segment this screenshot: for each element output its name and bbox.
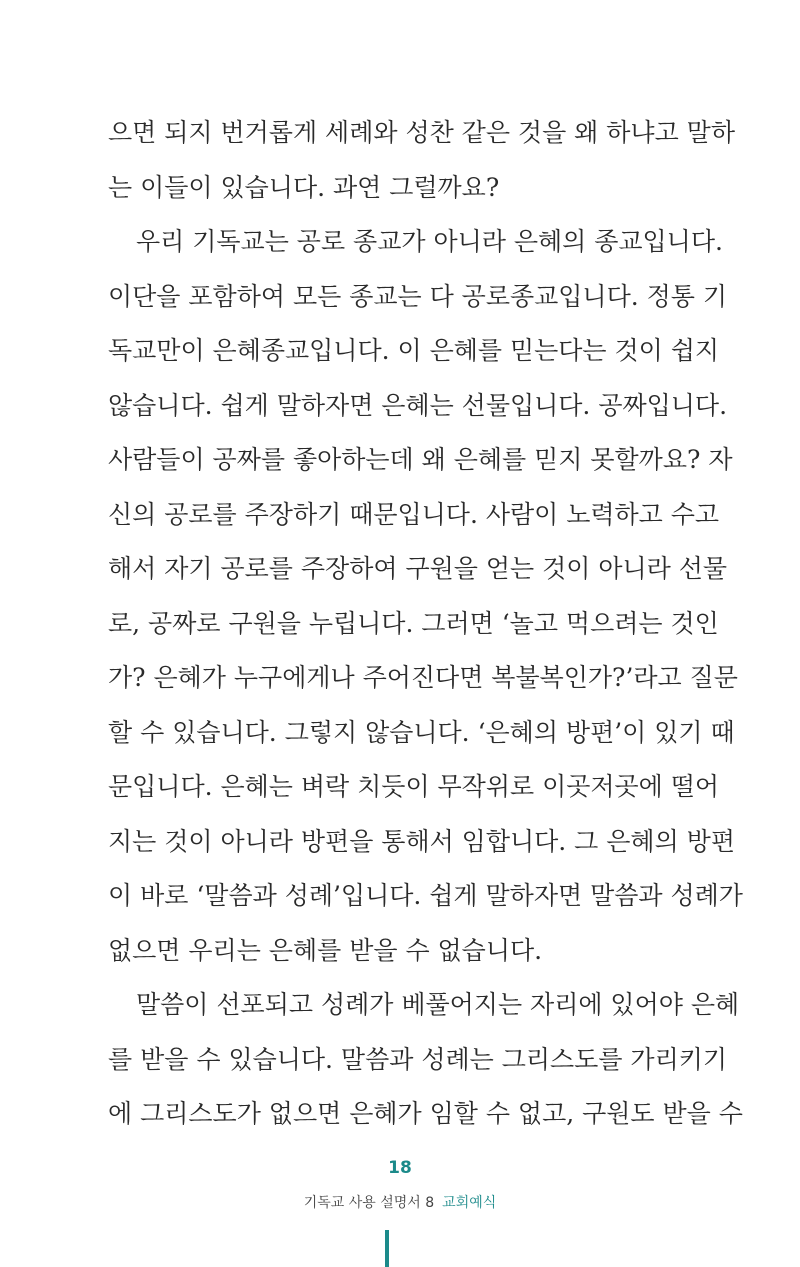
section-title: 교회예식 xyxy=(442,1195,497,1211)
body-line-3: 우리 기독교는 공로 종교가 아니라 은혜의 종교입니다. xyxy=(136,227,723,256)
running-footer xyxy=(0,1192,800,1212)
body-line-14: 지는 것이 아니라 방편을 통해서 임합니다. 그 은혜의 방편 xyxy=(108,826,735,856)
body-line-16: 없으면 우리는 은혜를 받을 수 없습니다. xyxy=(108,935,543,965)
footer-marker-bar xyxy=(385,1230,389,1267)
body-line-18: 를 받을 수 있습니다. 말씀과 성례는 그리스도를 가리키기 xyxy=(108,1044,728,1074)
body-line-17: 말씀이 선포되고 성례가 베풀어지는 자리에 있어야 은혜 xyxy=(136,990,740,1019)
body-line-8: 신의 공로를 주장하기 때문입니다. 사람이 노력하고 수고 xyxy=(108,499,720,529)
body-line-6: 않습니다. 쉽게 말하자면 은혜는 선물입니다. 공짜입니다. xyxy=(108,390,728,420)
body-line-1: 으면 되지 번거롭게 세례와 성찬 같은 것을 왜 하냐고 말하 xyxy=(108,118,735,147)
page-number: 18 xyxy=(388,1158,412,1178)
body-line-2: 는 이들이 있습니다. 과연 그럴까요? xyxy=(108,172,500,202)
body-line-13: 문입니다. 은혜는 벼락 치듯이 무작위로 이곳저곳에 떨어 xyxy=(108,772,720,801)
book-title: 기독교 사용 설명서 8 xyxy=(303,1195,435,1211)
body-line-7: 사람들이 공짜를 좋아하는데 왜 은혜를 믿지 못할까요? 자 xyxy=(108,445,733,474)
body-line-15: 이 바로 ‘말씀과 성례’입니다. 쉽게 말하자면 말씀과 성례가 xyxy=(108,881,743,910)
body-line-11: 가? 은혜가 누구에게나 주어진다면 복불복인가?’라고 질문 xyxy=(108,663,738,692)
body-line-12: 할 수 있습니다. 그렇지 않습니다. ‘은혜의 방편’이 있기 때 xyxy=(108,717,735,747)
body-line-5: 독교만이 은혜종교입니다. 이 은혜를 믿는다는 것이 쉽지 xyxy=(108,336,720,365)
body-line-10: 로, 공짜로 구원을 누립니다. 그러면 ‘놀고 먹으려는 것인 xyxy=(108,608,719,638)
body-line-4: 이단을 포함하여 모든 종교는 다 공로종교입니다. 정통 기 xyxy=(108,281,728,311)
body-text xyxy=(108,106,743,1142)
body-line-9: 해서 자기 공로를 주장하여 구원을 얻는 것이 아니라 선물 xyxy=(108,554,728,583)
body-line-19: 에 그리스도가 없으면 은혜가 임할 수 없고, 구원도 받을 수 xyxy=(108,1099,743,1128)
